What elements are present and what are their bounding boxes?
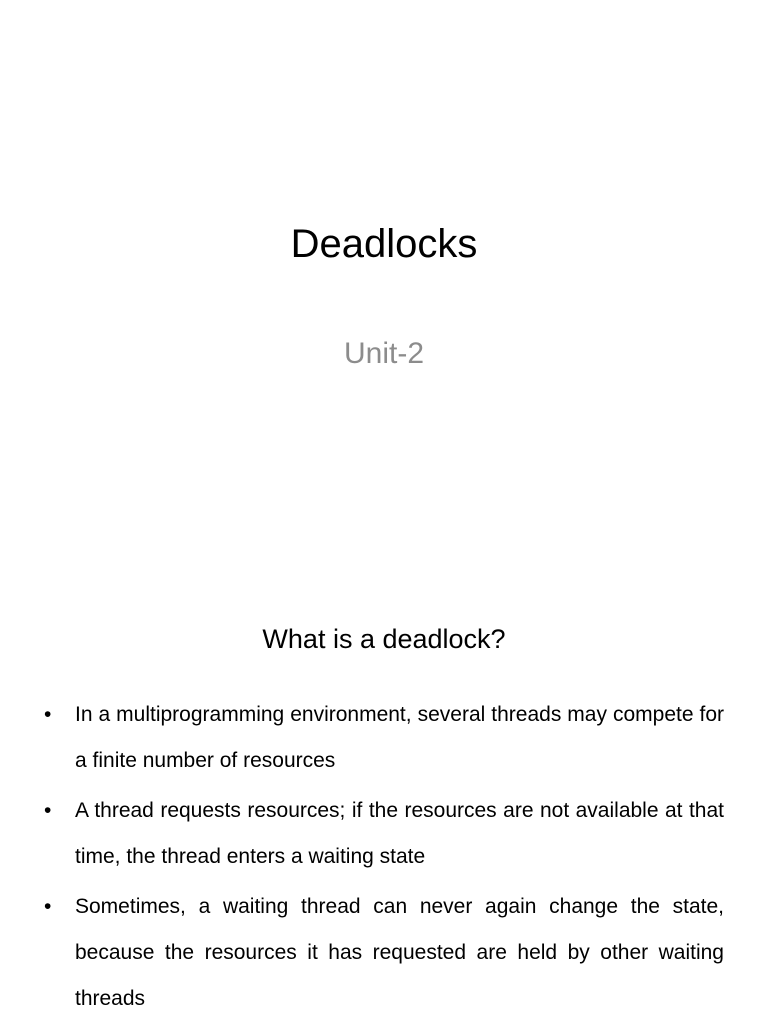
bullet-icon: • (44, 703, 52, 726)
bullet-icon: • (44, 799, 52, 822)
bullet-item (44, 788, 724, 880)
slide-title: Deadlocks (290, 222, 478, 266)
bullet-icon: • (44, 895, 52, 918)
bullet-text: Sometimes, a waiting thread can never again change the state, because the resources it has requested are held by other waiting threads (75, 895, 724, 1010)
section-heading: What is a deadlock? (262, 624, 506, 654)
bullet-text: A thread requests resources; if the resources are not available at that time, the thread enters a waiting state (75, 799, 724, 868)
bullet-item (44, 692, 724, 784)
bullet-list (44, 692, 724, 1026)
bullet-text: In a multiprogramming environment, several threads may compete for a finite number of resources (75, 703, 724, 772)
slide-subtitle: Unit-2 (343, 337, 425, 370)
bullet-item (44, 884, 724, 1022)
